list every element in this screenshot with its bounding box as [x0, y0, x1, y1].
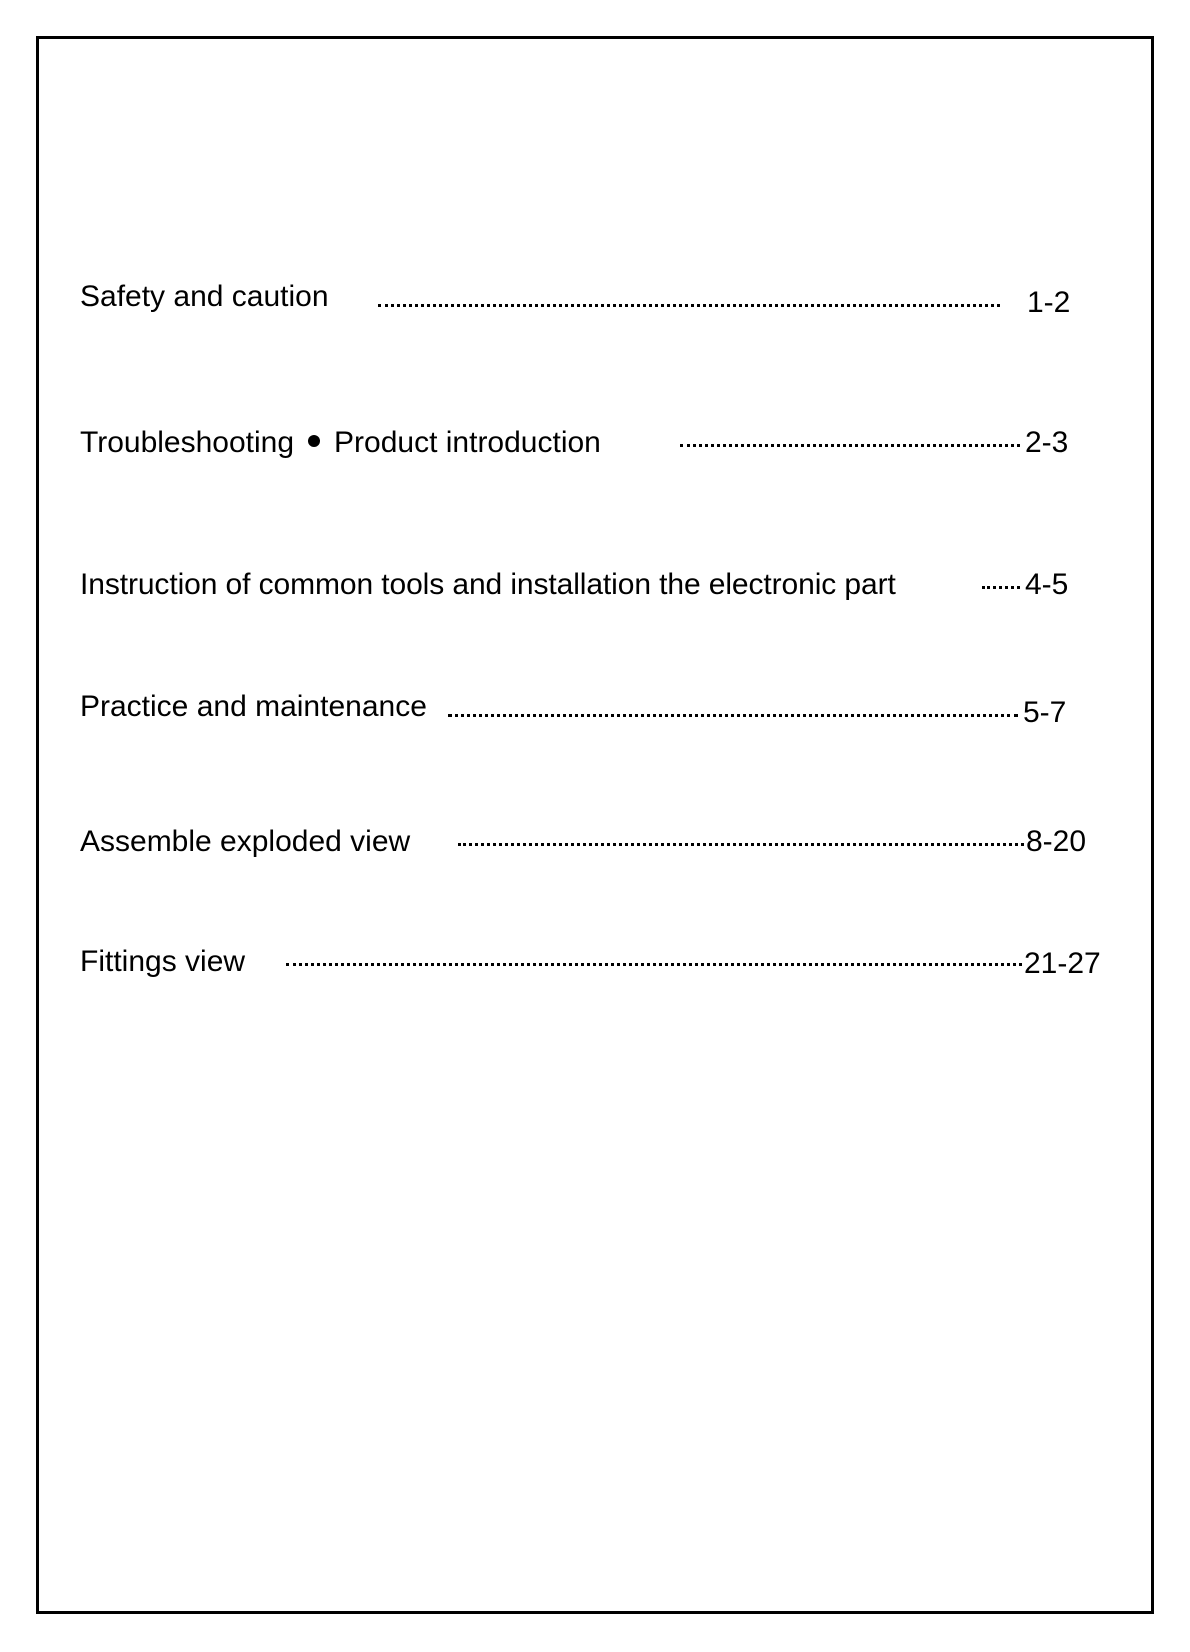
- toc-leader: [680, 444, 1020, 447]
- bullet-icon: [308, 435, 320, 447]
- toc-title: Fittings view: [80, 945, 246, 978]
- toc-title: Instruction of common tools and installation the electronic part: [80, 568, 896, 601]
- toc-leader: [458, 843, 1024, 846]
- toc-entry-troubleshooting[interactable]: [80, 428, 1080, 468]
- toc-page-number: 21-27: [1024, 947, 1101, 980]
- toc-title: Assemble exploded view: [80, 825, 411, 858]
- toc-leader: [982, 586, 1020, 589]
- toc-entry-fittings[interactable]: [80, 945, 1101, 987]
- toc-leader: [378, 304, 1000, 307]
- toc-page-number: 4-5: [1025, 568, 1069, 601]
- toc-title-part2: Product introduction: [334, 426, 601, 459]
- toc-entry-instruction[interactable]: [80, 570, 1080, 610]
- toc-leader: [448, 714, 1018, 717]
- toc-leader: [286, 963, 1022, 966]
- toc-entry-practice[interactable]: [80, 692, 1080, 732]
- toc-page-number: 5-7: [1023, 696, 1067, 729]
- toc-title: Safety and caution: [80, 280, 329, 313]
- toc-page-number: 2-3: [1025, 426, 1069, 459]
- toc-entry-safety[interactable]: [80, 282, 1080, 322]
- toc-entry-assemble[interactable]: [80, 825, 1087, 867]
- toc-title-part1: Troubleshooting: [80, 426, 295, 459]
- toc-title: Practice and maintenance: [80, 690, 427, 723]
- toc-page-number: 8-20: [1026, 825, 1087, 858]
- toc-page-number: 1-2: [1027, 286, 1071, 319]
- toc-title: [80, 428, 601, 458]
